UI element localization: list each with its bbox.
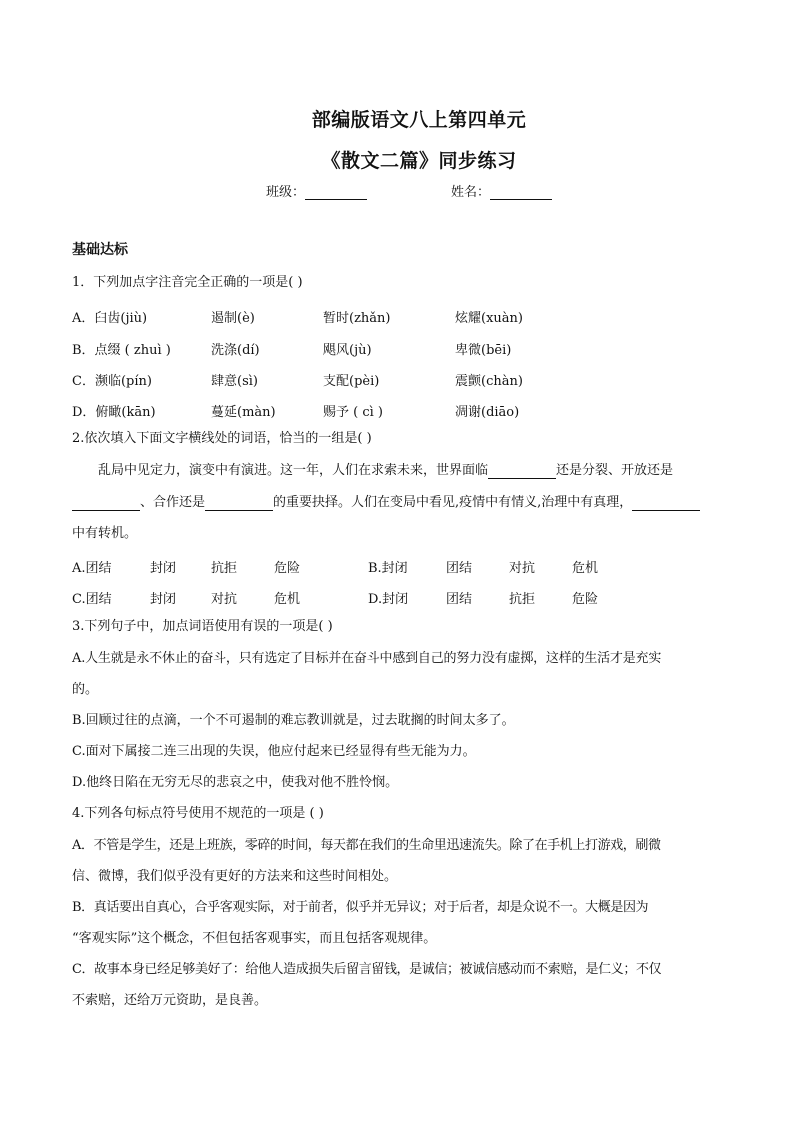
q2-stem: 2.依次填入下面文字横线处的词语，恰当的一组是( ): [72, 431, 372, 446]
q2-option-c: C.团结: [72, 592, 112, 607]
q3-stem: 3.下列句子中，加点词语使用有误的一项是( ): [72, 619, 333, 634]
q1-option-b-item: 飓风(jù): [323, 343, 372, 358]
q2-option-word: 团结: [446, 592, 473, 607]
class-field: [266, 181, 367, 200]
page-title: 部编版语文八上第四单元: [311, 109, 527, 131]
name-blank[interactable]: [490, 185, 552, 200]
name-field: [451, 181, 552, 200]
q2-option-word: 对抗: [509, 561, 536, 576]
q2-passage-line-3: 中有转机。: [72, 526, 138, 541]
q1-option-c-item: 支配(pèi): [323, 374, 380, 389]
q4-option-b-cont: “客观实际”这个概念，不但包括客观事实，而且包括客观规律。: [72, 931, 437, 946]
q2-option-b: B.封闭: [368, 561, 408, 576]
q3-option-a-cont: 的。: [72, 682, 99, 697]
q3-option-d: D.他终日陷在无穷无尽的悲哀之中，使我对他不胜怜悯。: [72, 775, 399, 790]
q1-option-a-item: 遏制(è): [211, 311, 255, 326]
q2-option-word: 抗拒: [509, 592, 536, 607]
q2-blank-4[interactable]: [632, 496, 700, 511]
q4-option-a: A．不管是学生，还是上班族，零碎的时间，每天都在我们的生命里迅速流失。除了在手机上打游戏，刷微: [72, 838, 661, 853]
q2-option-word: 对抗: [211, 592, 238, 607]
q4-option-c: C．故事本身已经足够美好了：给他人造成损失后留言留钱，是诚信；被诚信感动而不索赔，是仁义；不仅: [72, 962, 662, 977]
q1-option-d-item: 凋谢(diāo): [455, 405, 520, 420]
q2-option-word: 危险: [274, 561, 301, 576]
q1-option-d-item: 蔓延(màn): [211, 405, 276, 420]
q2-option-word: 危机: [572, 561, 599, 576]
q1-option-a-item: 炫耀(xuàn): [455, 311, 523, 326]
q1-option-d: D．俯瞰(kān): [72, 405, 156, 420]
q3-option-a: A.人生就是永不休止的奋斗，只有选定了目标并在奋斗中感到自己的努力没有虚掷，这样的生活才是充实: [72, 651, 662, 666]
q2-passage-text: 、合作还是: [140, 495, 206, 510]
q1-option-b-item: 洗涤(dí): [211, 343, 260, 358]
q2-option-word: 封闭: [150, 561, 177, 576]
q1-option-c: C．濒临(pín): [72, 374, 152, 389]
q2-passage-text: 乱局中见定力，演变中有演进。这一年，人们在求索未来，世界面临: [98, 463, 489, 478]
q4-option-b: B．真话要出自真心，合乎客观实际，对于前者，似乎并无异议；对于后者，却是众说不一。大概是因为: [72, 900, 649, 915]
q1-option-c-item: 震颤(chàn): [455, 374, 523, 389]
q1-option-a-item: 暂时(zhǎn): [323, 311, 391, 326]
q3-option-c: C.面对下属接二连三出现的失误，他应付起来已经显得有些无能为力。: [72, 744, 476, 759]
q2-blank-1[interactable]: [488, 464, 556, 479]
page-subtitle: 《散文二篇》同步练习: [321, 150, 517, 172]
q4-stem: 4.下列各句标点符号使用不规范的一项是 ( ): [72, 806, 324, 821]
q3-option-b: B.回顾过往的点滴，一个不可遏制的难忘教训就是，过去耽搁的时间太多了。: [72, 713, 515, 728]
q2-passage-line-1: [98, 463, 673, 479]
q2-passage-text: 还是分裂、开放还是: [556, 463, 674, 478]
q4-option-a-cont: 信、微博，我们似乎没有更好的方法来和这些时间相处。: [72, 869, 398, 884]
q1-stem: 1．下列加点字注音完全正确的一项是( ): [72, 275, 303, 290]
q2-blank-3[interactable]: [205, 496, 273, 511]
name-label: 姓名：: [451, 185, 491, 200]
class-label: 班级：: [266, 185, 306, 200]
q2-blank-2[interactable]: [72, 496, 140, 511]
q1-option-d-item: 赐予 ( cì ): [323, 405, 383, 420]
q2-option-d: D.封闭: [368, 592, 409, 607]
q1-option-b: B．点缀 ( zhuì ): [72, 343, 171, 358]
section-heading: 基础达标: [72, 242, 128, 258]
q2-option-word: 团结: [446, 561, 473, 576]
q2-passage-line-2: [72, 495, 700, 511]
q1-option-a: A．臼齿(jiù): [72, 311, 148, 326]
q2-option-word: 封闭: [150, 592, 177, 607]
q1-option-c-item: 肆意(sì): [211, 374, 258, 389]
q2-passage-text: 的重要抉择。人们在变局中看见,疫情中有情义,治理中有真理，: [273, 495, 633, 510]
q2-option-a: A.团结: [72, 561, 112, 576]
class-blank[interactable]: [305, 185, 367, 200]
q2-option-word: 危机: [274, 592, 301, 607]
q4-option-c-cont: 不索赔，还给万元资助，是良善。: [72, 993, 268, 1008]
q1-option-b-item: 卑微(bēi): [455, 343, 512, 358]
q2-option-word: 危险: [572, 592, 599, 607]
q2-option-word: 抗拒: [211, 561, 238, 576]
